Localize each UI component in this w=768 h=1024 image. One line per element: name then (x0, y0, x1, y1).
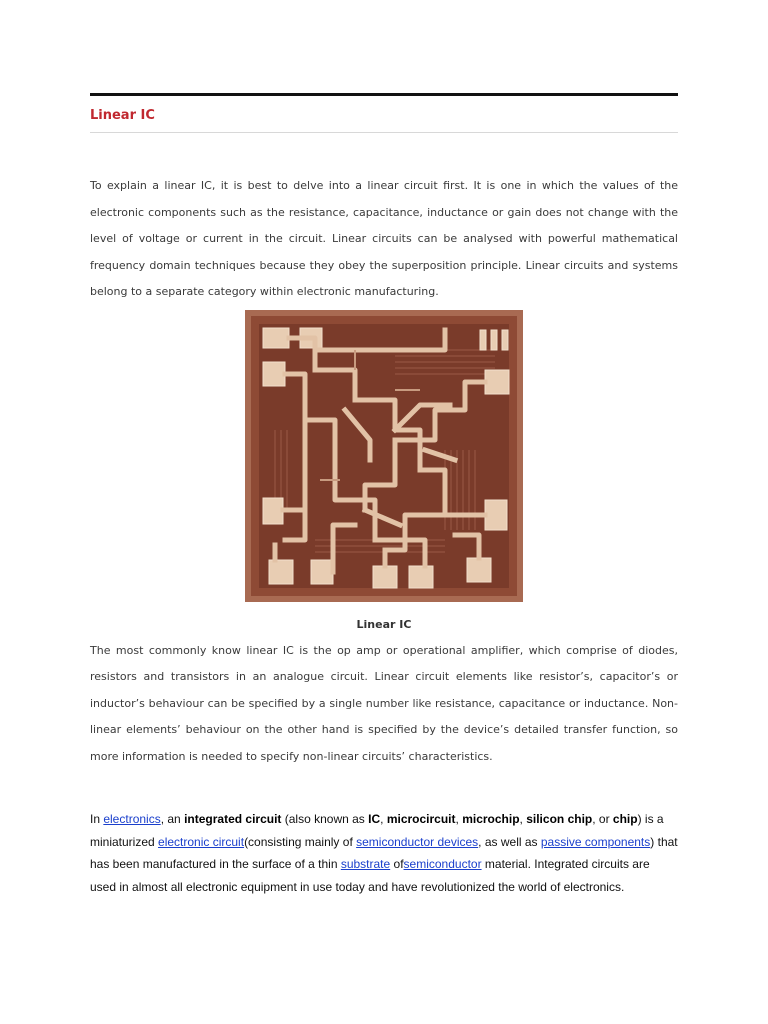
intro-paragraph: To explain a linear IC, it is best to delve into a linear circuit first. It is one in which the values of the electronic components such as the resistance, capacitance, inductance or gain does not change with the level of voltage or current in the circuit. Linear circuits can be analysed with powerful mathematical frequency domain techniques because they obey the superposition principle. Linear circuits and systems belong to a separate category within electronic manufacturing. (90, 179, 678, 298)
title-divider (90, 132, 678, 133)
wiki-text: ) is a miniaturized (90, 812, 664, 849)
wiki-text: In (90, 812, 104, 826)
article (90, 93, 678, 898)
term-ic: IC (368, 812, 381, 826)
wiki-paragraph (90, 808, 678, 898)
wiki-text: ) that has been manufactured in the surface of a thin (90, 834, 678, 871)
top-divider (90, 93, 678, 96)
link-passive-components[interactable]: passive components (540, 834, 651, 849)
wiki-text: (consisting mainly of (244, 834, 357, 849)
body-paragraph: The most commonly know linear IC is the op amp or operational amplifier, which comprise of diodes, resistors and transistors in an analogue circuit. Linear circuit elements like resistor’s, capacitor’s or inductor’s behaviour can be specified by a single number like resistance, capacitance or inductance. Non-linear elements’ behaviour on the other hand is specified by the device’s detailed transfer function, so more information is needed to specify non-linear circuits’ characteristics. (90, 643, 678, 763)
link-semiconductor[interactable]: semiconductor (403, 857, 482, 871)
wiki-text: (also known as (281, 812, 369, 826)
page-title: Linear IC (90, 108, 155, 123)
term-silicon-chip: silicon chip (526, 812, 593, 826)
figure-caption: Linear IC (356, 617, 412, 631)
term-integrated-circuit: integrated circuit (184, 812, 282, 826)
wiki-text: , (380, 812, 387, 826)
wiki-text: , as well as (478, 834, 541, 849)
term-microcircuit: microcircuit (386, 812, 456, 826)
link-semiconductor-devices[interactable]: semiconductor devices (356, 834, 479, 849)
link-substrate[interactable]: substrate (340, 857, 391, 871)
wiki-text: , (519, 812, 527, 826)
wiki-text: material. Integrated circuits are used in almost all electronic equipment in use today and have revolutionized the world of electronics. (90, 857, 650, 894)
ic-die-image (245, 310, 523, 602)
term-chip: chip (612, 812, 638, 826)
wiki-text: , an (160, 812, 185, 826)
wiki-text: , or (592, 812, 613, 826)
wiki-text: of (390, 857, 404, 871)
ic-die-photo (245, 310, 523, 602)
link-electronics[interactable]: electronics (103, 812, 161, 826)
link-electronic-circuit[interactable]: electronic circuit (158, 834, 245, 849)
wiki-text: , (455, 812, 463, 826)
term-microchip: microchip (462, 812, 520, 826)
